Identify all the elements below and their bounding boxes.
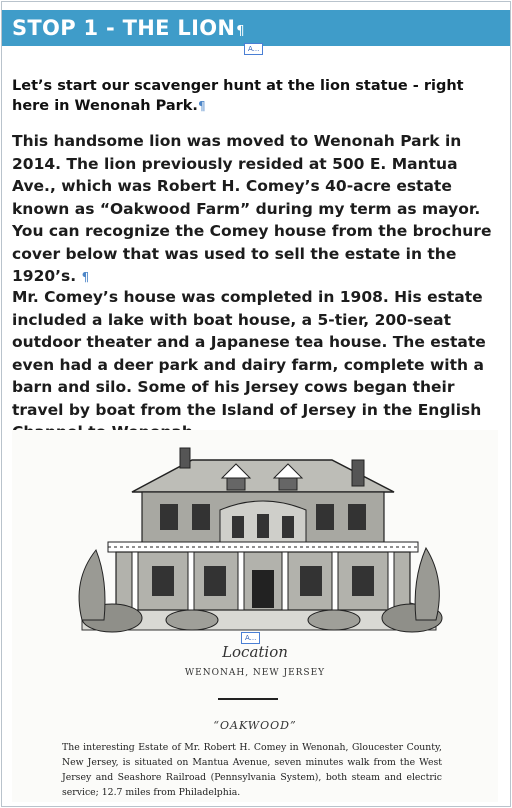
estate-title: “OAKWOOD” [213,719,297,732]
pilcrow-icon: ¶ [197,99,206,113]
body-paragraph [12,130,504,289]
pilcrow-icon: ¶ [236,24,245,39]
section-title-text: STOP 1 - THE LION [12,16,236,40]
paragraph-text: Mr. Comey’s house was completed in 1908. His estate included a lake with boat house, a 5-tier, 200-seat outdoor theater and a Japanese tea house. The estate even had a deer park and dairy farm, complete with a barn and silo. Some of his Jersey cows began their travel by boat from the Island of Jersey in the English [12,288,486,419]
intro-heading [12,76,502,116]
anchor-marker[interactable]: A... [241,632,260,644]
paragraph-text: This handsome lion was moved to Wenonah Park in 2014. The lion previously resided at 500 E. Mantua Ave., which was Robert H. Comey’s 40-acre estate known as “Oakwood Farm” during my term as mayor. You can recognize the Comey house from the brochure cover below that was used to sell the estate in the 1920’s. [12,132,492,285]
brochure-cover-image [12,430,498,802]
anchor-marker[interactable]: A... [244,43,263,55]
section-header-bar [2,10,510,46]
divider [218,698,278,700]
estate-description: The interesting Estate of Mr. Robert H. Comey in Wenonah, Gloucester County, New Jersey, is situated on Mantua Avenue, seven minutes walk from the West Jersey and Seashore Railroad (Pennsylvania System), both steam and electric service; 12.7 miles from Philadelphia. [62,742,442,798]
pilcrow-icon: ¶ [81,270,90,284]
location-label: Location [222,643,288,661]
body-paragraph [12,286,504,444]
section-title [12,16,245,44]
location-place: WENONAH, NEW JERSEY [184,668,326,678]
intro-text: Let’s start our scavenger hunt at the lion statue - right here in Wenonah Park. [12,78,464,114]
